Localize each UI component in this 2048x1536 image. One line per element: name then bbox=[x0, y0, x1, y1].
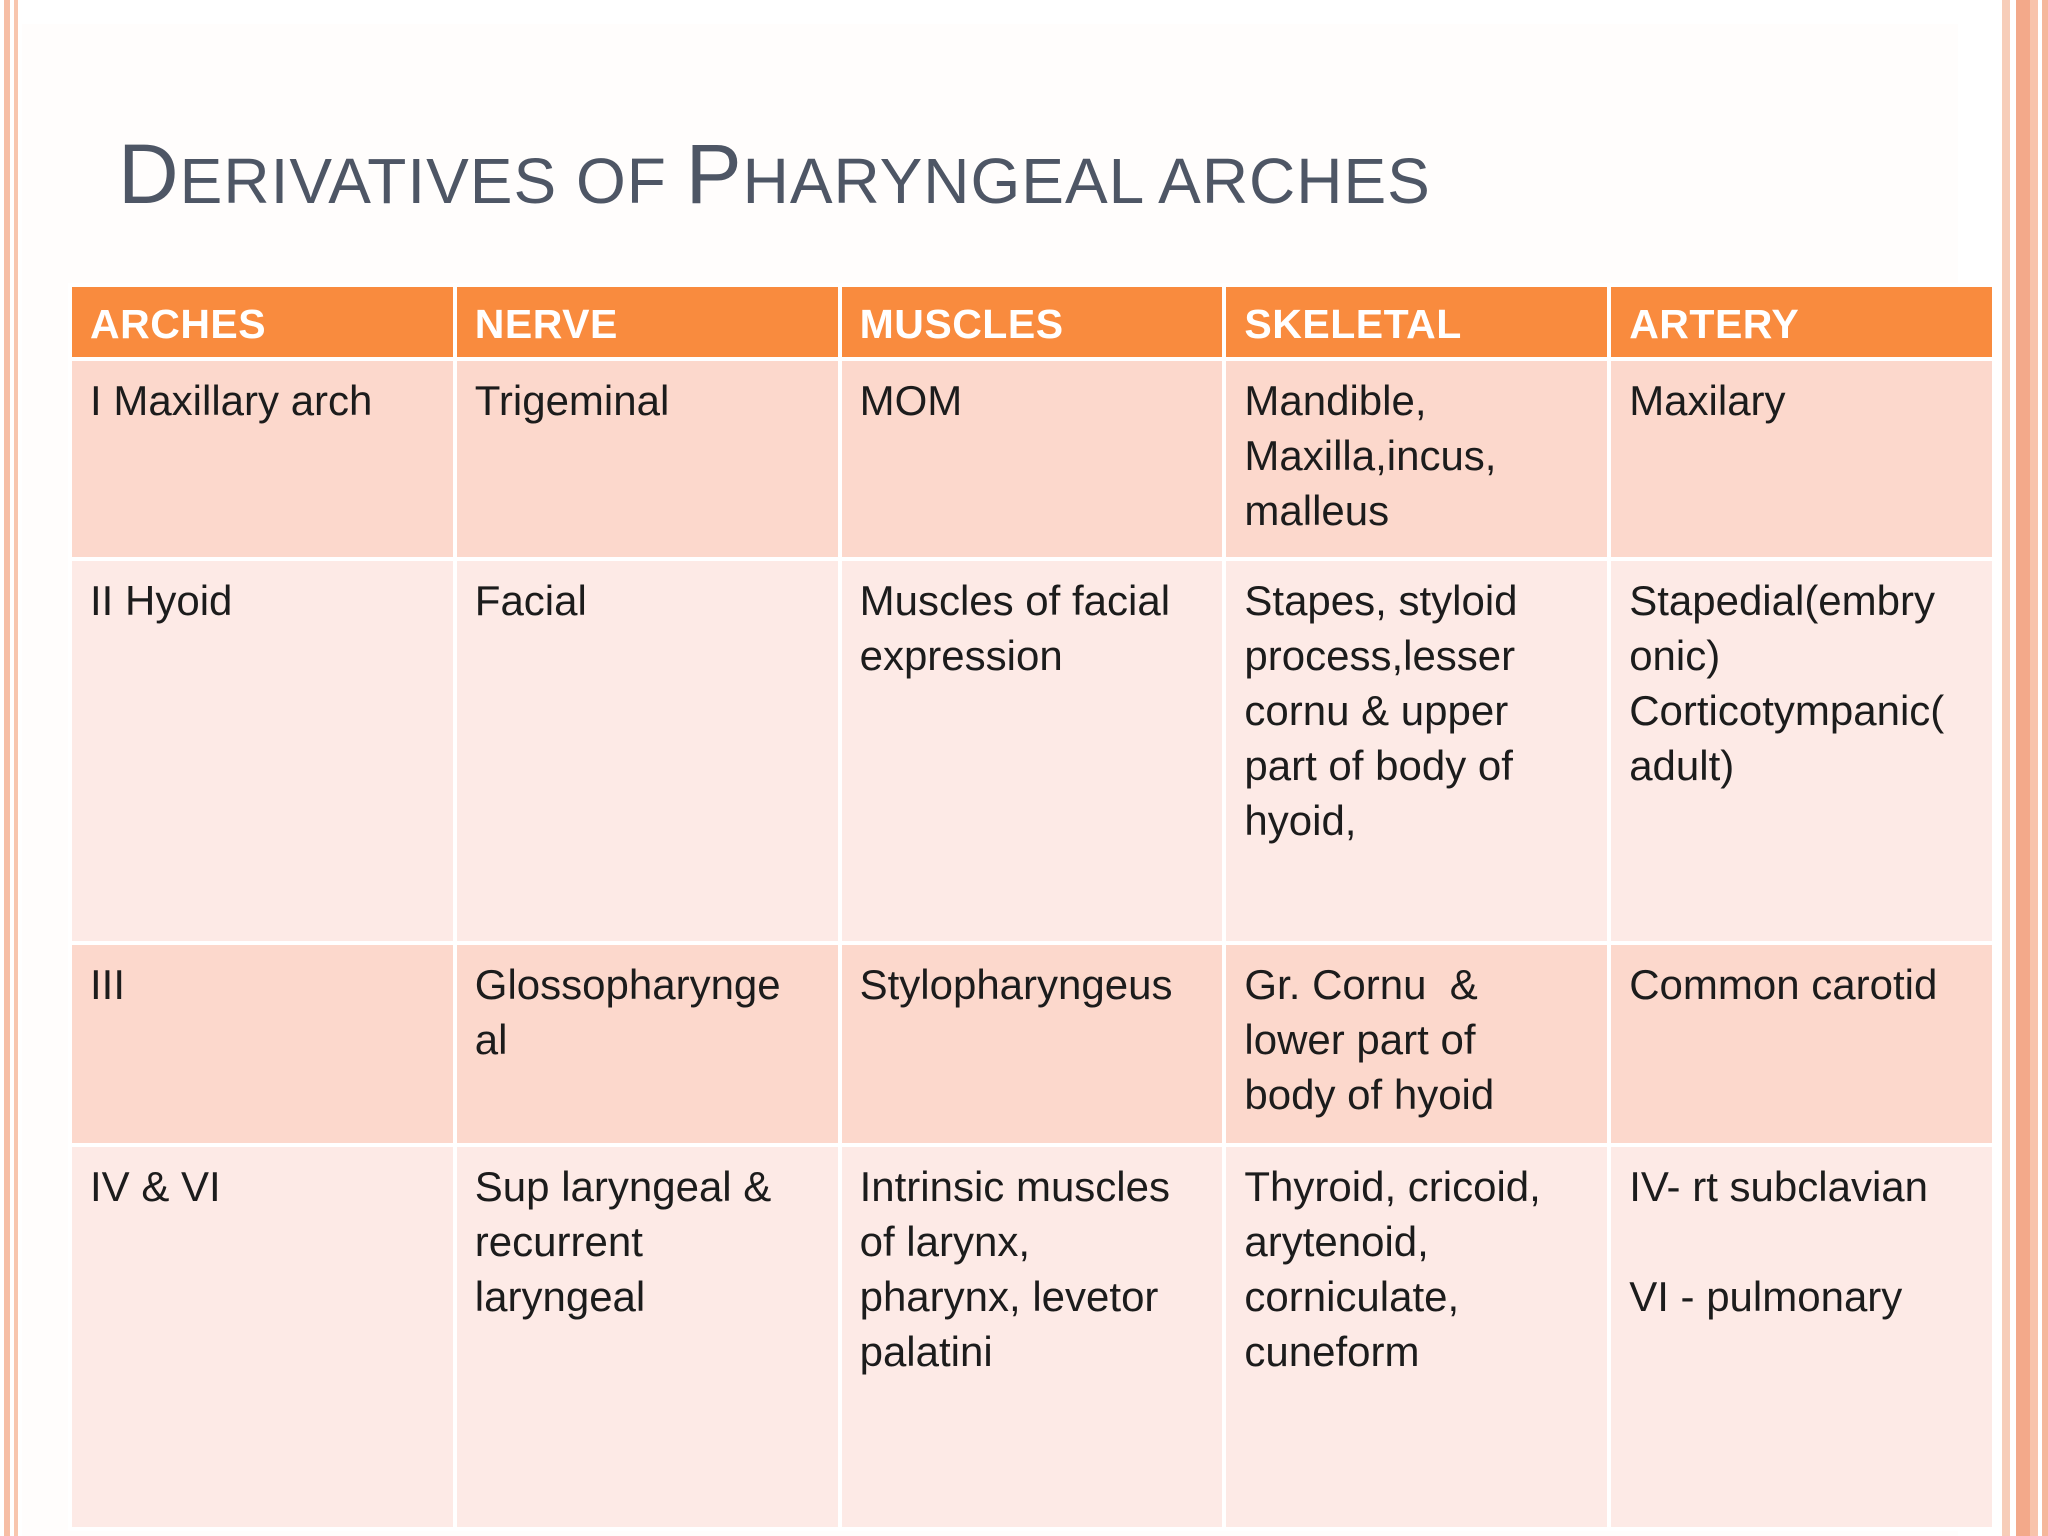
cell-line: Corticotympanic( bbox=[1629, 687, 1945, 734]
title-word-pharyngeal: HARYNGEAL bbox=[742, 145, 1143, 217]
cell-nerve bbox=[455, 359, 840, 559]
slide-title bbox=[118, 126, 1431, 223]
cell-line: corniculate, bbox=[1244, 1273, 1460, 1320]
cell-line: body of hyoid bbox=[1244, 1071, 1495, 1118]
cell-line: Thyroid, cricoid, bbox=[1244, 1163, 1541, 1210]
cell-line: I Maxillary arch bbox=[90, 377, 373, 424]
cell-line: Common carotid bbox=[1629, 961, 1938, 1008]
cell-muscles bbox=[840, 1145, 1225, 1529]
cell-line: lower part of bbox=[1244, 1016, 1476, 1063]
table-header-row bbox=[70, 285, 1994, 359]
cell-artery bbox=[1609, 1145, 1994, 1529]
title-initial-p: P bbox=[685, 127, 743, 221]
header-skeletal: SKELETAL bbox=[1224, 285, 1609, 359]
cell-line: Muscles of facial bbox=[859, 577, 1171, 624]
cell-line: Maxilla,incus, bbox=[1244, 432, 1497, 479]
header-arches: ARCHES bbox=[70, 285, 455, 359]
cell-line: II Hyoid bbox=[90, 577, 233, 624]
cell-line: part of body of bbox=[1244, 742, 1513, 789]
cell-line: cornu & upper bbox=[1244, 687, 1509, 734]
cell-arch bbox=[70, 359, 455, 559]
table-row bbox=[70, 559, 1994, 943]
top-band bbox=[22, 0, 1958, 24]
title-initial-d: D bbox=[118, 127, 180, 221]
cell-line: adult) bbox=[1629, 742, 1735, 789]
cell-muscles bbox=[840, 359, 1225, 559]
cell-skeletal bbox=[1224, 559, 1609, 943]
cell-nerve bbox=[455, 943, 840, 1145]
cell-line-spacer bbox=[1629, 1214, 1974, 1269]
header-nerve: NERVE bbox=[455, 285, 840, 359]
arches-table bbox=[68, 283, 1996, 1531]
cell-line: Maxilary bbox=[1629, 377, 1786, 424]
cell-line: Glossopharynge bbox=[474, 961, 781, 1008]
table-row bbox=[70, 943, 1994, 1145]
table-row bbox=[70, 359, 1994, 559]
cell-muscles bbox=[840, 559, 1225, 943]
cell-line: Intrinsic muscles bbox=[859, 1163, 1170, 1210]
cell-artery bbox=[1609, 359, 1994, 559]
title-word-derivatives: ERIVATIVES bbox=[179, 145, 558, 217]
cell-line: Stylopharyngeus bbox=[859, 961, 1173, 1008]
title-word-arches: ARCHES bbox=[1158, 145, 1431, 217]
cell-line: III bbox=[90, 961, 126, 1008]
cell-line: Facial bbox=[474, 577, 587, 624]
cell-line: laryngeal bbox=[474, 1273, 646, 1320]
cell-line: IV- rt subclavian bbox=[1629, 1163, 1928, 1210]
header-muscles: MUSCLES bbox=[840, 285, 1225, 359]
cell-line: malleus bbox=[1244, 487, 1390, 534]
cell-nerve bbox=[455, 1145, 840, 1529]
cell-artery bbox=[1609, 943, 1994, 1145]
cell-line: onic) bbox=[1629, 632, 1721, 679]
cell-line: arytenoid, bbox=[1244, 1218, 1429, 1265]
cell-line: hyoid, bbox=[1244, 797, 1357, 844]
cell-line: pharynx, levetor bbox=[859, 1273, 1159, 1320]
table-row bbox=[70, 1145, 1994, 1529]
cell-line: Stapes, styloid bbox=[1244, 577, 1518, 624]
cell-nerve bbox=[455, 559, 840, 943]
title-word-of: OF bbox=[575, 145, 667, 217]
cell-line: expression bbox=[859, 632, 1063, 679]
cell-line: palatini bbox=[859, 1328, 993, 1375]
cell-line: Mandible, bbox=[1244, 377, 1427, 424]
cell-muscles bbox=[840, 943, 1225, 1145]
cell-arch bbox=[70, 1145, 455, 1529]
cell-skeletal bbox=[1224, 359, 1609, 559]
cell-arch bbox=[70, 943, 455, 1145]
cell-line: Gr. Cornu & bbox=[1244, 961, 1478, 1008]
cell-line: al bbox=[474, 1016, 508, 1063]
cell-line: IV & VI bbox=[90, 1163, 221, 1210]
left-border-decoration bbox=[0, 0, 22, 1536]
cell-line: recurrent bbox=[474, 1218, 643, 1265]
cell-line: cuneform bbox=[1244, 1328, 1420, 1375]
cell-line: process,lesser bbox=[1244, 632, 1516, 679]
cell-line: of larynx, bbox=[859, 1218, 1030, 1265]
cell-line: Stapedial(embry bbox=[1629, 577, 1935, 624]
cell-line: Trigeminal bbox=[474, 377, 670, 424]
cell-line: Sup laryngeal & bbox=[474, 1163, 772, 1210]
cell-line: VI - pulmonary bbox=[1629, 1273, 1903, 1320]
cell-skeletal bbox=[1224, 1145, 1609, 1529]
cell-artery bbox=[1609, 559, 1994, 943]
cell-skeletal bbox=[1224, 943, 1609, 1145]
cell-arch bbox=[70, 559, 455, 943]
header-artery: ARTERY bbox=[1609, 285, 1994, 359]
cell-line: MOM bbox=[859, 377, 963, 424]
